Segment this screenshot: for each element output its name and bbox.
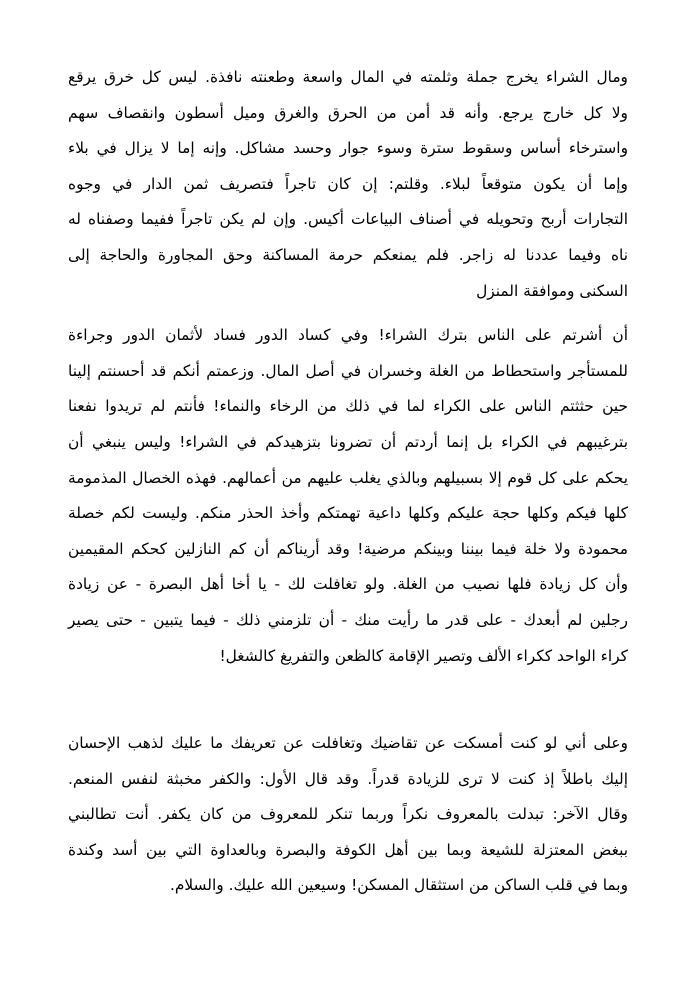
text-line: ولا كل خارج يرجع. وأنه قد أمن من الحرق والغرق وميل أسطون وانقصاف سهم [68,103,628,122]
document-page [68,60,628,904]
text-line: ببغض المعتزلة للشيعة وبما بين أهل الكوفة والبصرة وبالعداوة التي بين أسد وكندة [68,840,628,859]
text-line: وإما أن يكون متوقعاً لبلاء. وقلتم: إن كان تاجراً فتصريف ثمن الدار في وجوه [68,174,628,193]
text-line: يحكم على كل قوم إلا بسبيلهم وبالذي يغلب عليهم من أعمالهم. فهذه الخصال المذمومة [68,468,628,487]
text-line: وبما في قلب الساكن من استثقال المسكن! وسيعين الله عليك. والسلام. [169,876,628,895]
paragraph-3 [68,726,628,904]
text-line: ناه وفيما عددنا له زاجر. فلم يمنعكم حرمة المساكنة وحق المجاورة والحاجة إلى [68,245,628,264]
text-line: السكنى وموافقة المنزل [476,281,628,300]
text-line: حين حثثتم الناس على الكراء لما في ذلك من الرخاء والنماء! فأنتم لم تريدوا نفعنا [68,397,628,416]
text-line: محمودة ولا خلة فيما بيننا وبينكم مرضية! وقد أريناكم أن كم النازلين كحكم المقيمين [68,539,628,558]
text-line: بترغيبهم في الكراء بل إنما أردتم أن تضرونا بتزهيدكم في الشراء! وليس ينبغي أن [68,432,628,451]
text-line: رجلين لم أبعدك - على قدر ما رأيت منك - أن تلزمني ذلك - فيما يتبين - حتى يصير [68,610,628,629]
text-line: للمستأجر واستحطاط من الغلة وخسران في أصل المال. وزعمتم أنكم قد أحسنتم إلينا [68,361,628,380]
text-line: واسترخاء أساس وسقوط سترة وسوء جوار وحسد مشاكل. وإنه إما لا يزال في بلاء [68,139,628,158]
paragraph-1 [68,60,628,309]
text-line: إليك باطلاً إذ كنت لا ترى للزيادة قدراً. وقد قال الأول: والكفر مخبثة لنفس المنعم. [68,769,628,788]
text-line: كلها فيكم وكلها حجة عليكم وكلها داعية تهمتكم وأخذ الحذر منكم. وليست لكم خصلة [68,504,628,523]
text-line: كراء الواحد ككراء الألف وتصير الإقامة كالظعن والتفريغ كالشغل! [219,646,628,665]
paragraph-spacer [68,674,628,726]
text-line: أن أشرتم على الناس بترك الشراء! وفي كساد الدور فساد لأثمان الدور وجراءة [68,326,628,345]
text-line: التجارات أربح وتحويله في أصناف البياعات أكيس. وإن لم يكن تاجراً ففيما وصفناه له [68,210,628,229]
paragraph-2 [68,318,628,674]
text-line: وأن كل زيادة فلها نصيب من الغلة. ولو تغافلت لك - يا أخا أهل البصرة - عن زيادة [68,575,628,594]
text-line: ومال الشراء يخرج جملة وثلمته في المال واسعة وطعنته نافذة. ليس كل خرق يرقع [68,68,628,86]
text-line: وقال الآخر: تبدلت بالمعروف نكراً وربما تنكر للمعروف من كان يكفر. أنت تطالبني [68,805,628,824]
text-line: وعلى أني لو كنت أمسكت عن تقاضيك وتغافلت عن تعريفك ما عليك لذهب الإحسان [68,734,628,753]
paragraph-spacer [68,309,628,318]
